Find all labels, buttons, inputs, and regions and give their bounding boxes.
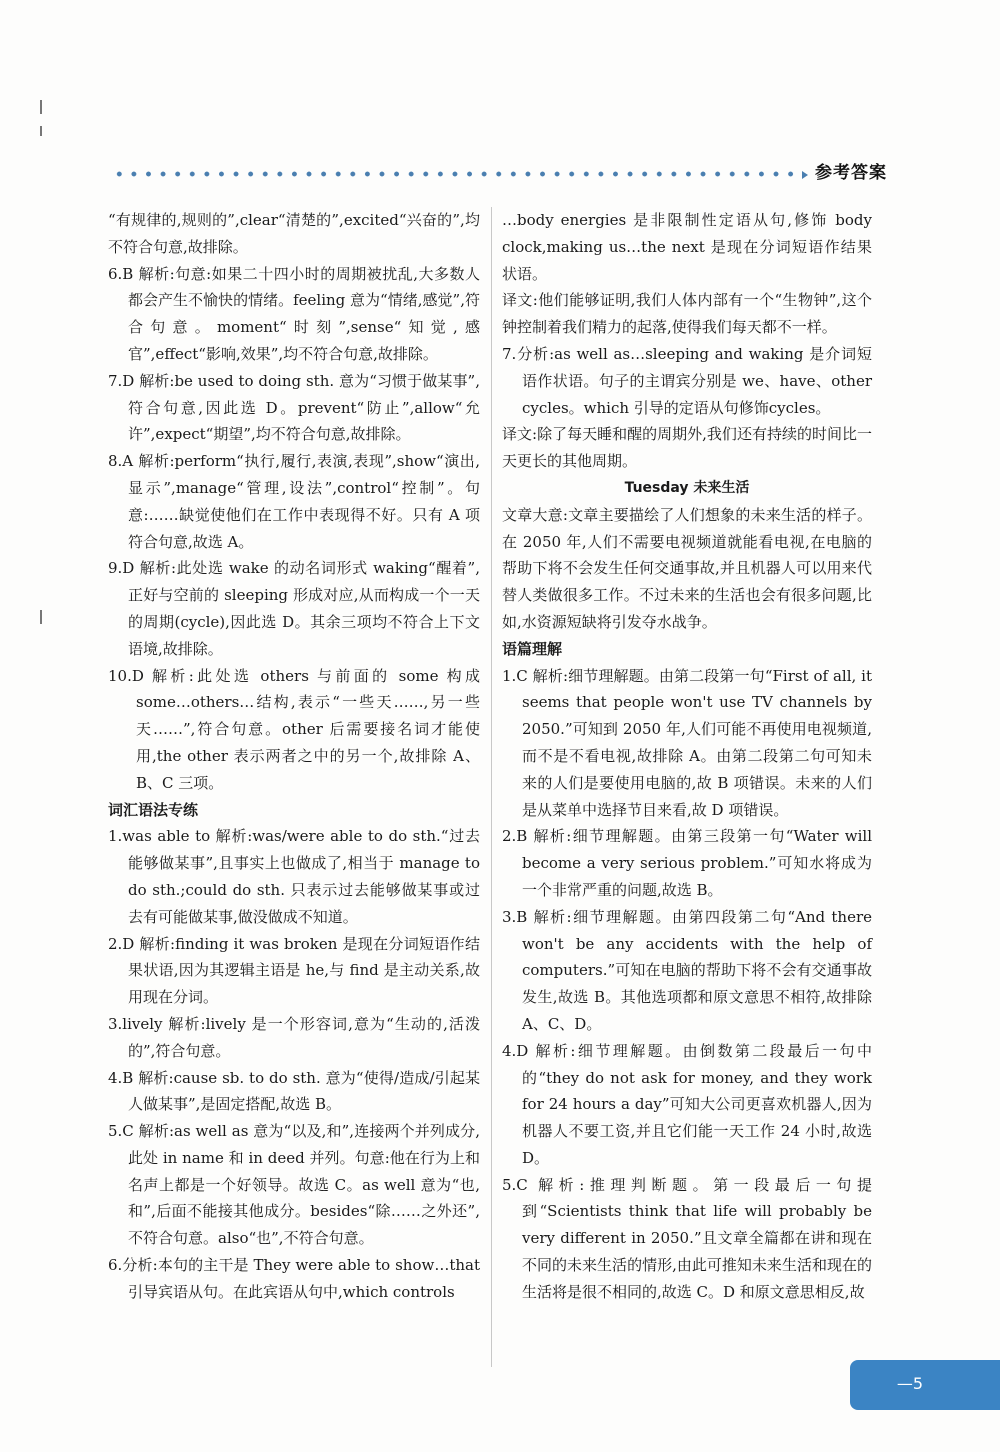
answer-item: 3.B 解析:细节理解题。由第四段第二句“And there won't be any accidents with the help of computers.”可知在电脑的帮助下将不会有交通事故发生,故选 B。其他选项都和原文意思不相符,故排除 A、C、D。 — [502, 907, 872, 1033]
column-divider — [491, 207, 492, 1367]
page-header-title: 参考答案 — [815, 163, 887, 183]
answer-item: 9.D 解析:此处选 wake 的动名词形式 waking“醒着”,正好与空前的 sleeping 形成对应,从而构成一个一天的周期(cycle),因此选 D。其余三项均不符合上下文语境,故排除。 — [108, 559, 480, 658]
answer-item: 3.lively 解析:lively 是一个形容词,意为“生动的,活泼的”,符合句意。 — [108, 1014, 480, 1060]
answer-item: 5.C 解析:推理判断题。第一段最后一句提到“Scientists think that life will probably be very different in 2050.”且文章全篇都在讲和现在不同的未来生活的情形,由此可推知未来生活和现在的生活将是很不相同的,故选 C。D 和原文意思相反,故 — [502, 1175, 872, 1301]
header-arrow-icon — [802, 171, 808, 179]
translation-paragraph: 译文:除了每天睡和醒的周期外,我们还有持续的时间比一天更长的其他周期。 — [502, 425, 872, 471]
answer-item: …body energies 是非限制性定语从句,修饰 body clock,making us…the next 是现在分词短语作结果状语。 — [502, 211, 872, 283]
translation-paragraph: 译文:他们能够证明,我们人体内部有一个“生物钟”,这个钟控制着我们精力的起落,使得我们每天都不一样。 — [502, 291, 872, 337]
answer-item: 2.D 解析:finding it was broken 是现在分词短语作结果状语,因为其逻辑主语是 he,与 find 是主动关系,故用现在分词。 — [108, 934, 480, 1007]
margin-mark — [40, 126, 42, 136]
answer-item: 6.B 解析:句意:如果二十四小时的周期被扰乱,大多数人都会产生不愉快的情绪。feeling 意为“情绪,感觉”,符合句意。moment“时刻”,sense“知觉,感官”,effect“影响,效果”,均不符合句意,故排除。 — [108, 264, 480, 363]
left-column — [108, 207, 480, 1306]
answer-item: 4.D 解析:细节理解题。由倒数第二段最后一句中的“they do not ask for money, and they work for 24 hours a day”可知大公司更喜欢机器人,因为机器人不要工资,并且它们能一天工作 24 小时,故选 D。 — [502, 1041, 872, 1167]
answer-item: 6.分析:本句的主干是 They were able to show…that 引导宾语从句。在此宾语从句中,which controls — [108, 1256, 480, 1301]
margin-mark — [40, 610, 42, 624]
margin-mark — [40, 100, 42, 114]
answer-item: 10.D 解析:此处选 others 与前面的 some 构成 some…others…结构,表示“一些天……,另一些天……”,符合句意。other 后需要接名词才能使用,the other 表示两者之中的另一个,故排除 A、B、C 三项。 — [108, 666, 480, 792]
header-dotted-line — [112, 168, 798, 180]
answer-item: 4.B 解析:cause sb. to do sth. 意为“使得/造成/引起某人做某事”,是固定搭配,故选 B。 — [108, 1068, 480, 1114]
section-heading: 语篇理解 — [502, 639, 563, 658]
answer-item: 7.分析:as well as…sleeping and waking 是介词短语作状语。句子的主谓宾分别是 we、have、other cycles。which 引导的定语从句修饰cycles。 — [502, 344, 872, 417]
answer-item: 8.A 解析:perform“执行,履行,表演,表现”,show“演出,显示”,manage“管理,设法”,control“控制”。句意:……缺觉使他们在工作中表现得不好。只有 A 项符合句意,故选 A。 — [108, 452, 480, 551]
day-heading: Tuesday 未来生活 — [624, 479, 750, 496]
answer-item: 1.C 解析:细节理解题。由第二段第一句“First of all, it seems that people won't use TV channels by 2050.”可知到 2050 年,人们可能不再使用电视频道,而不是不看电视,故排除 A。由第二段第二句可知未来的人们是要使用电脑的,故 B 项错误。未来的人们是从菜单中选择节目来看,故 D 项错误。 — [502, 666, 872, 819]
section-heading: 词汇语法专练 — [108, 800, 199, 819]
answer-item: 1.was able to 解析:was/were able to do sth.“过去能够做某事”,且事实上也做成了,相当于 manage to do sth.;could do sth. 只表示过去能够做某事或过去有可能做某事,做没做成不知道。 — [108, 827, 480, 926]
answer-item: “有规律的,规则的”,clear“清楚的”,excited“兴奋的”,均不符合句意,故排除。 — [108, 211, 480, 256]
answer-item: 5.C 解析:as well as 意为“以及,和”,连接两个并列成分,此处 in name 和 in deed 并列。句意:他在行为上和名声上都是一个好领导。故选 C。as well 意为“也,和”,后面不能接其他成分。besides“除……之外还”,不符合句意。also“也”,不符合句意。 — [108, 1122, 480, 1248]
answer-item: 7.D 解析:be used to doing sth. 意为“习惯于做某事”,符合句意,因此选 D。prevent“防止”,allow“允许”,expect“期望”,均不符合句意,故排除。 — [108, 371, 480, 444]
summary-paragraph: 文章大意:文章主要描绘了人们想象的未来生活的样子。在 2050 年,人们不需要电视频道就能看电视,在电脑的帮助下将不会发生任何交通事故,并且机器人可以用来代替人类做很多工作。不过未来的生活也会有很多问题,比如,水资源短缺将引发夺水战争。 — [502, 505, 872, 631]
page-number: —5 — [896, 1374, 924, 1393]
right-column — [502, 207, 872, 1306]
answer-item: 2.B 解析:细节理解题。由第三段第一句“Water will become a very serious problem.”可知水将成为一个非常严重的问题,故选 B。 — [502, 827, 872, 899]
